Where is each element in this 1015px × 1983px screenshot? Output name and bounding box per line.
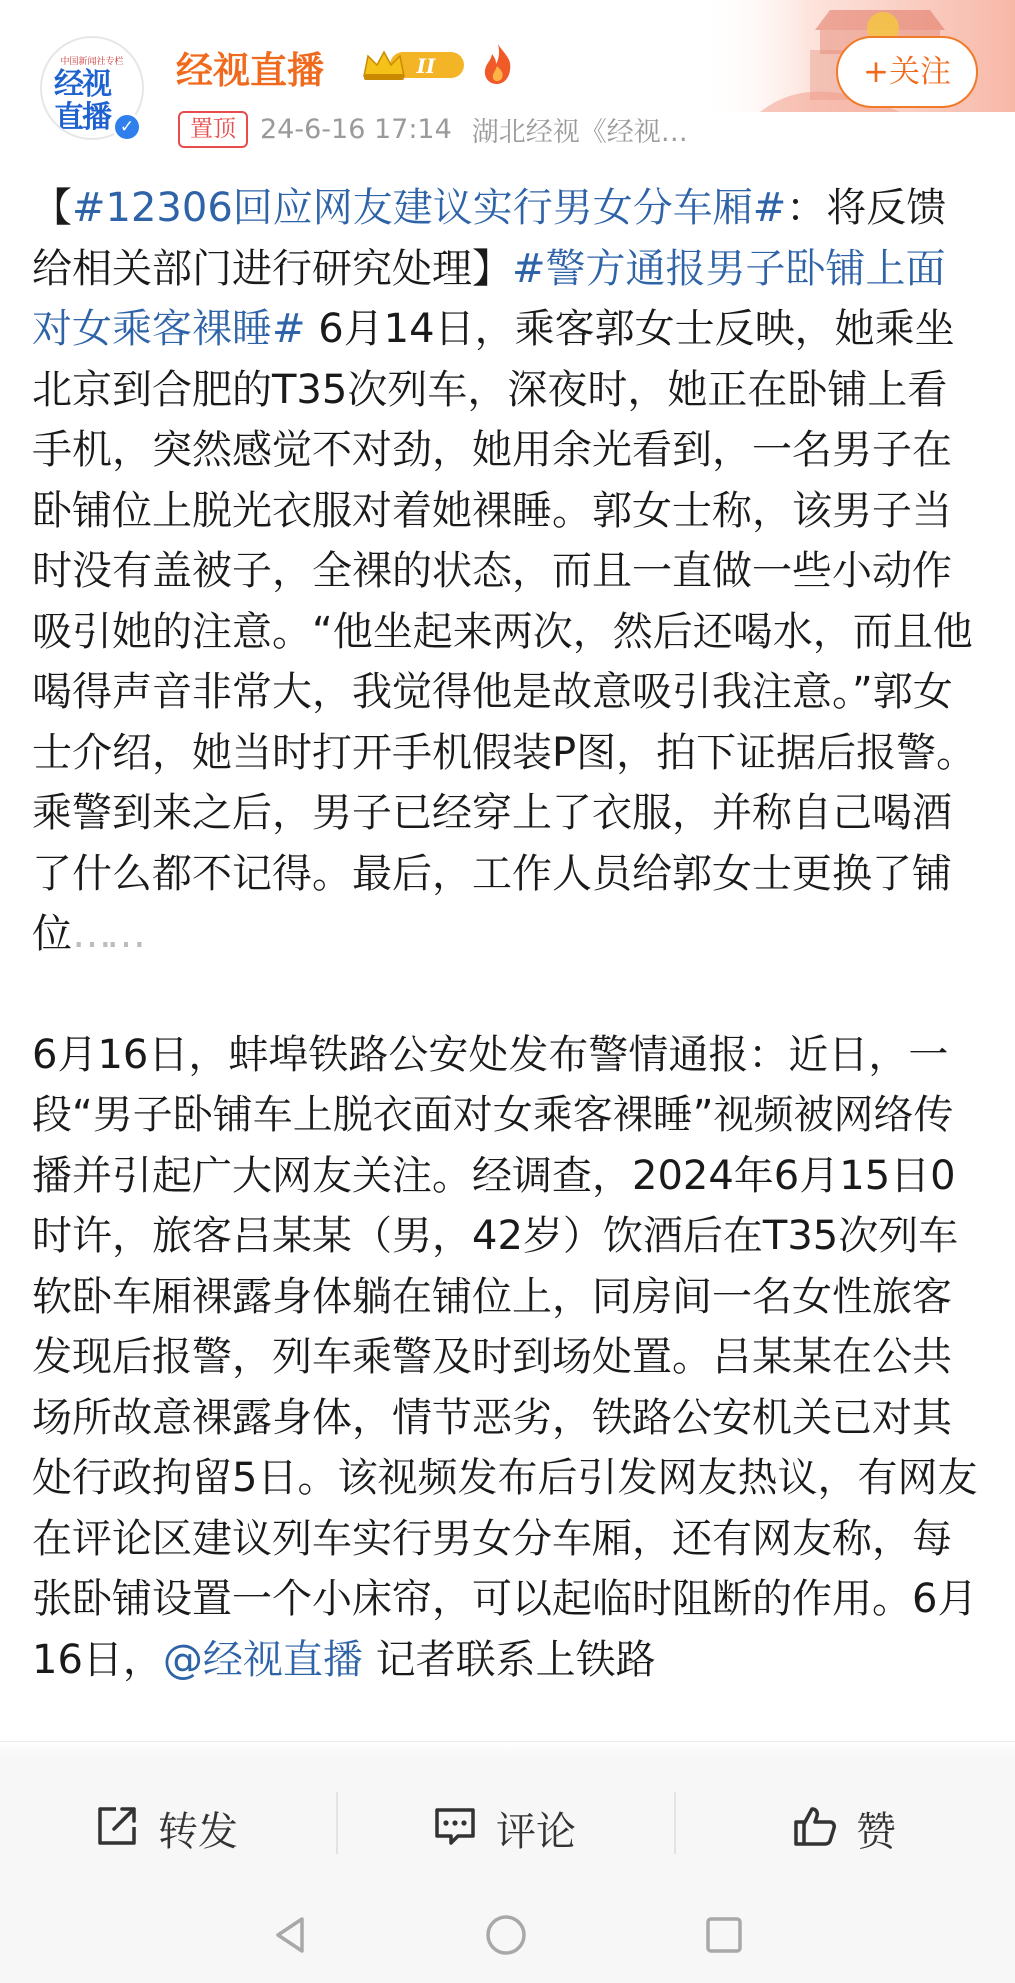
divider <box>336 1792 338 1854</box>
thumbs-up-icon <box>792 1803 838 1849</box>
hashtag-link[interactable]: #12306回应网友建议实行男女分车厢# <box>72 185 787 231</box>
repost-label: 转发 <box>158 1809 238 1855</box>
avatar-logo-line1: 经视 <box>54 67 110 102</box>
home-circle-icon[interactable] <box>484 1913 528 1957</box>
recents-square-icon[interactable] <box>702 1913 746 1957</box>
post-content <box>32 178 982 1690</box>
follow-button[interactable]: +关注 <box>836 36 978 108</box>
fire-badge-icon <box>478 42 518 86</box>
mention-link[interactable]: @经视直播 <box>162 1636 363 1683</box>
post-paragraph-1 <box>32 178 982 965</box>
post-source[interactable]: 湖北经视《经视… <box>471 117 688 148</box>
bracket-open: 【 <box>32 185 72 231</box>
post-body-text: 6月14日，乘客郭女士反映，她乘坐北京到合肥的T35次列车，深夜时，她正在卧铺上看手机，突然感觉不对劲，她用余光看到，一名男子在卧铺位上脱光衣服对着她裸睡。郭女士称，该男子当时没有盖被子，全裸的状态，而且一直做一些小动作吸引她的注意。“他坐起来两次，然后还喝水，而且他喝得声音非常大，我觉得他是故意吸引我注意。”郭女士介绍，她当时打开手机假装P图，拍下证据后报警。乘警到来之后，男子已经穿上了衣服，并称自己喝酒了什么都不记得。最后，工作人员给郭女士更换了铺位 <box>32 306 977 957</box>
divider <box>674 1792 676 1854</box>
pinned-badge: 置顶 <box>178 111 248 148</box>
post-time: 24-6-16 17:14 <box>260 114 452 145</box>
account-name[interactable]: 经视直播 <box>176 49 324 92</box>
action-bar <box>0 1741 1015 1884</box>
post-body-text: 6月16日， <box>32 1576 978 1683</box>
post-meta <box>178 110 688 149</box>
hashtag-link[interactable]: #警方通报男子卧铺上面对女乘客裸睡# <box>32 245 946 352</box>
faded-text: …… <box>72 911 140 957</box>
avatar-logo-line2: 直播 <box>54 100 110 135</box>
comment-label: 评论 <box>496 1809 576 1855</box>
level-text: II <box>416 54 436 78</box>
repost-icon <box>94 1803 140 1849</box>
post-paragraph-2 <box>32 1025 982 1691</box>
crown-level-badge-icon[interactable] <box>360 48 468 82</box>
verified-check-icon: ✓ <box>112 112 142 142</box>
post-body-text: 6月16日，蚌埠铁路公安处发布警情通报：近日，一段“男子卧铺车上脱衣面对女乘客裸睡”视频被网络传播并引起广大网友关注。经调查，2024年6月15日0时许，旅客吕某某（男，42岁）饮酒后在T35次列车软卧车厢裸露身体躺在铺位上，同房间一名女性旅客发现后报警，列车乘警及时到场处置。吕某某在公共场所故意裸露身体，情节恶劣，铁路公安机关已对其处行政拘留5日。该视频发布后引发网友热议，有网友在评论区建议列车实行男女分车厢，还有网友称，每张卧铺设置一个小床帘，可以起临时阻断的作用。 <box>32 1031 978 1622</box>
comment-button[interactable] <box>432 1800 592 1855</box>
repost-button[interactable] <box>94 1800 254 1855</box>
avatar-caption: 中国新闻社专栏 <box>60 57 124 67</box>
comment-icon <box>432 1803 478 1849</box>
like-button[interactable] <box>792 1800 912 1855</box>
headline-text: ：将反馈给相关部门进行研究处理】 <box>32 185 947 292</box>
system-nav-bar <box>0 1883 1015 1983</box>
post-body-text: 记者联系上铁路 <box>362 1636 656 1683</box>
post-header <box>0 0 1015 160</box>
like-label: 赞 <box>856 1809 896 1855</box>
back-triangle-icon[interactable] <box>268 1913 312 1957</box>
